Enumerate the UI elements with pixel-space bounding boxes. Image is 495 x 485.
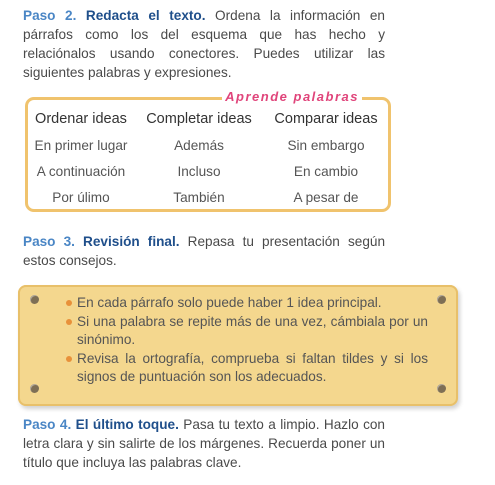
tip-item: [68, 313, 428, 350]
words-row: [28, 184, 388, 210]
words-cell: Además: [174, 137, 224, 153]
step4-title: El último toque.: [75, 417, 179, 432]
words-cell: Por úlimo: [52, 189, 110, 205]
step2-body: Ordena la información en párrafos como los del esquema que has hecho y relaciónalos usando conectores. Puedes utilizar las siguientes palabras y expresiones.: [23, 8, 385, 80]
bullet-icon: [66, 319, 72, 325]
words-cell: En cambio: [293, 163, 359, 179]
bullet-icon: [66, 300, 72, 306]
pin-icon: [30, 384, 39, 393]
tip-text: Revisa la ortografía, comprueba si faltan tildes y si los signos de puntuación son los adecuados.: [77, 350, 428, 384]
words-box-title: Aprende palabras: [222, 89, 362, 104]
tip-text: En cada párrafo solo puede haber 1 idea principal.: [77, 295, 382, 310]
tips-board: [18, 285, 458, 406]
tip-text: Si una palabra se repite más de una vez, cámbiala por un sinónimo.: [77, 313, 428, 347]
words-header: Completar ideas: [146, 111, 252, 127]
bullet-icon: [66, 356, 72, 362]
words-box: [25, 89, 391, 212]
words-cell: A pesar de: [293, 189, 359, 205]
tips-list: [68, 294, 428, 387]
words-cell: En primer lugar: [34, 137, 128, 153]
words-cell: También: [173, 189, 225, 205]
step3-title: Revisión final.: [83, 234, 180, 249]
words-cell: Incluso: [177, 163, 221, 179]
words-cell: A continuación: [36, 163, 126, 179]
pin-icon: [30, 295, 39, 304]
pin-icon: [437, 384, 446, 393]
step3-body: Repasa tu presentación según estos consejos.: [23, 234, 386, 268]
tip-item: [68, 350, 428, 387]
step4-paragraph: [23, 415, 385, 472]
step4-body: Pasa tu texto a limpio. Hazlo con letra clara y sin salirte de los márgenes. Recuerda poner un título que incluya las palabras clave.: [23, 417, 385, 470]
words-header: Ordenar ideas: [35, 111, 127, 127]
pin-icon: [437, 295, 446, 304]
words-header: Comparar ideas: [274, 111, 378, 127]
step4-number: Paso 4.: [23, 417, 72, 432]
words-cell: Sin embargo: [287, 137, 365, 153]
words-table: [28, 106, 388, 210]
words-row: [28, 158, 388, 184]
step2-number: Paso 2.: [23, 8, 77, 23]
step3-number: Paso 3.: [23, 234, 75, 249]
words-header-row: [28, 106, 388, 132]
words-row: [28, 132, 388, 158]
step3-paragraph: [23, 232, 385, 270]
step2-title: Redacta el texto.: [85, 8, 206, 23]
step2-paragraph: [23, 6, 385, 82]
tip-item: [68, 294, 428, 313]
